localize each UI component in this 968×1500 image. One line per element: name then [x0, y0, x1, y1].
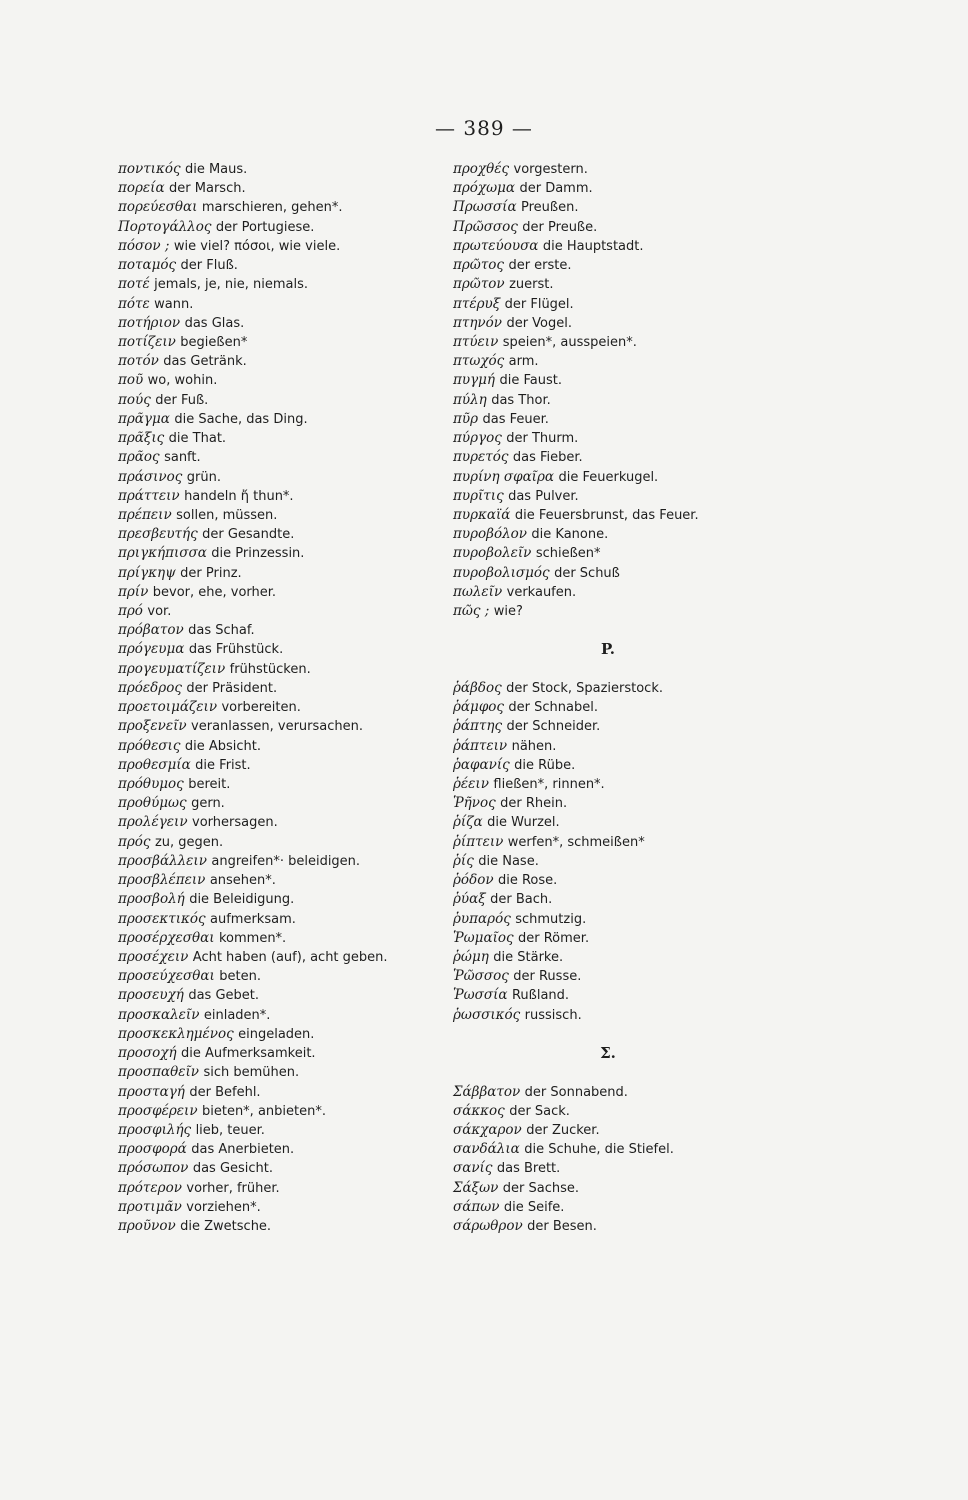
german-translation: das Thor. — [491, 392, 551, 408]
german-translation: vor. — [147, 604, 172, 620]
german-translation: der Marsch. — [169, 181, 246, 197]
dictionary-entry — [453, 583, 853, 602]
german-translation: wie? — [493, 604, 523, 620]
dictionary-entry — [453, 1140, 853, 1159]
german-translation: der Thurm. — [506, 431, 579, 447]
greek-term: ποῦ — [118, 372, 144, 389]
dictionary-entry — [453, 775, 853, 794]
german-translation: zu, gegen. — [154, 834, 224, 850]
german-translation: die Feuerkugel. — [558, 469, 659, 485]
german-translation: der Sachse. — [502, 1180, 580, 1196]
german-translation: verkaufen. — [506, 584, 577, 600]
german-translation: die Kanone. — [531, 527, 609, 543]
greek-term: πτωχός — [453, 353, 505, 370]
greek-term: ῥάπτης — [453, 718, 503, 735]
greek-term: προσφιλής — [118, 1121, 192, 1138]
greek-term: πρόβατον — [118, 622, 184, 639]
greek-term: Ῥωσσία — [453, 987, 508, 1004]
german-translation: vorgestern. — [513, 162, 588, 177]
dictionary-entry — [453, 1159, 853, 1178]
german-translation: ansehen*. — [209, 873, 276, 889]
dictionary-entry — [453, 833, 853, 852]
greek-term: πρίγκηψ — [118, 564, 176, 581]
dictionary-entry — [453, 967, 853, 986]
greek-term: σάκκος — [453, 1102, 505, 1119]
greek-term: πύργος — [453, 430, 502, 447]
german-translation: der Preuße. — [522, 219, 598, 235]
greek-term: προσοχή — [118, 1045, 177, 1062]
greek-term: ῥάβδος — [453, 679, 502, 696]
dictionary-entry — [453, 737, 853, 756]
german-translation: einladen*. — [203, 1007, 271, 1023]
dictionary-entry — [453, 794, 853, 813]
dictionary-entry — [453, 717, 853, 736]
german-translation: der Zucker. — [526, 1122, 600, 1138]
greek-term: προχθές — [453, 161, 510, 177]
right-column — [453, 160, 853, 1236]
greek-term: ῥαφανίς — [453, 756, 510, 773]
greek-term: Σάββατον — [453, 1083, 521, 1100]
german-translation: der Gesandte. — [202, 527, 295, 543]
german-translation: die Absicht. — [184, 738, 261, 754]
dictionary-entry — [453, 333, 853, 352]
greek-term: προσεύχεσθαι — [118, 968, 215, 985]
dictionary-entry — [453, 1006, 853, 1025]
greek-term: πρεσβευτής — [118, 526, 198, 543]
german-translation: die Rose. — [497, 873, 558, 889]
german-translation: angreifen*· beleidigen. — [211, 853, 361, 869]
german-translation: handeln ἤ thun*. — [184, 488, 294, 504]
section-spacer — [453, 1025, 853, 1044]
greek-term: ῥίς — [453, 852, 474, 869]
dictionary-entry — [453, 275, 853, 294]
greek-term: σάρωθρον — [453, 1218, 523, 1235]
greek-term: πύλη — [453, 391, 487, 408]
german-translation: die Zwetsche. — [180, 1219, 272, 1235]
german-translation: das Brett. — [496, 1161, 561, 1177]
greek-term: Πρῶσσος — [453, 218, 518, 235]
greek-term: Πρωσσία — [453, 199, 517, 216]
german-translation: begießen* — [180, 334, 248, 350]
german-translation: das Getränk. — [163, 354, 247, 370]
german-translation: die Beleidigung. — [189, 892, 295, 908]
german-translation: das Glas. — [184, 315, 245, 331]
greek-term: προθύμως — [118, 795, 187, 812]
greek-term: ποτίζειν — [118, 333, 176, 350]
dictionary-entry — [453, 910, 853, 929]
dictionary-entry — [453, 948, 853, 967]
greek-term: Ῥῶσσος — [453, 968, 509, 985]
german-translation: sanft. — [164, 450, 201, 466]
german-translation: das Anerbieten. — [191, 1142, 295, 1158]
greek-term: προσβάλλειν — [118, 852, 207, 869]
greek-term: πρό — [118, 603, 143, 620]
greek-term: πρόθυμος — [118, 776, 184, 792]
greek-term: πρᾶος — [118, 449, 160, 466]
greek-term: σάπων — [453, 1198, 500, 1215]
greek-term: πούς — [118, 391, 151, 408]
greek-term: ῥύαξ — [453, 891, 486, 908]
dictionary-entry — [453, 429, 853, 448]
german-translation: die Hauptstadt. — [542, 238, 644, 254]
greek-term: πυρίνη σφαῖρα — [453, 468, 555, 485]
greek-term: προσφέρειν — [118, 1102, 198, 1119]
greek-term: προσκαλεῖν — [118, 1006, 200, 1023]
greek-term: ποτέ — [118, 276, 150, 293]
dictionary-entry — [453, 371, 853, 390]
german-translation: arm. — [508, 354, 539, 370]
dictionary-entry — [453, 468, 853, 487]
greek-term: πῦρ — [453, 410, 479, 427]
greek-term: πρῶτος — [453, 257, 504, 274]
german-translation: die Rübe. — [514, 757, 576, 773]
greek-term: πριγκήπισσα — [118, 545, 207, 562]
greek-term: προγευματίζειν — [118, 660, 226, 677]
dictionary-entry — [453, 890, 853, 909]
german-translation: eingeladen. — [238, 1026, 315, 1042]
greek-term: πρόγευμα — [118, 641, 185, 658]
dictionary-entry — [453, 256, 853, 275]
greek-term: προσεκτικός — [118, 910, 206, 927]
greek-term: ῥίζα — [453, 814, 483, 831]
german-translation: der Damm. — [519, 181, 593, 197]
german-translation: Preußen. — [521, 200, 579, 216]
german-translation: Acht haben (auf), acht geben. — [192, 949, 388, 965]
greek-term: πωλεῖν — [453, 583, 503, 600]
german-translation: vorbereiten. — [221, 700, 301, 716]
greek-term: πότε — [118, 295, 150, 312]
greek-term: πυρετός — [453, 449, 509, 466]
dictionary-entry — [453, 525, 853, 544]
greek-term: ποταμός — [118, 257, 177, 274]
greek-term: πρόχωμα — [453, 180, 516, 197]
german-translation: bieten*, anbieten*. — [201, 1103, 326, 1119]
german-translation: wo, wohin. — [147, 373, 218, 389]
german-translation: die Stärke. — [493, 949, 564, 965]
german-translation: der Stock, Spazierstock. — [506, 680, 663, 696]
greek-term: Ῥωμαῖος — [453, 929, 514, 946]
german-translation: der Prinz. — [180, 565, 242, 581]
german-translation: das Schaf. — [188, 623, 255, 639]
dictionary-entry — [453, 871, 853, 890]
greek-term: σάκχαρον — [453, 1121, 522, 1138]
german-translation: die Sache, das Ding. — [174, 411, 308, 427]
greek-term: ῥάμφος — [453, 699, 504, 716]
greek-term: Πορτογάλλος — [118, 218, 212, 235]
dictionary-entry — [453, 1121, 853, 1140]
dictionary-entry — [453, 352, 853, 371]
german-translation: die Schuhe, die Stiefel. — [524, 1142, 674, 1158]
dictionary-entry — [453, 564, 853, 583]
greek-term: προθεσμία — [118, 756, 191, 773]
dictionary-entry — [453, 544, 853, 563]
greek-term: πρέπειν — [118, 506, 172, 523]
german-translation: das Fieber. — [512, 450, 583, 466]
greek-term: ῥίπτειν — [453, 833, 504, 850]
greek-term: σανίς — [453, 1160, 493, 1177]
german-translation: gern. — [191, 796, 225, 812]
dictionary-entry — [453, 986, 853, 1005]
german-translation: vorhersagen. — [192, 815, 278, 831]
german-translation: der Schneider. — [506, 719, 601, 735]
german-translation: sich bemühen. — [203, 1065, 300, 1081]
german-translation: vorher, früher. — [186, 1180, 280, 1196]
section-spacer — [453, 621, 853, 640]
german-translation: aufmerksam. — [210, 911, 296, 927]
german-translation: lieb, teuer. — [195, 1122, 265, 1138]
german-translation: die Seife. — [503, 1199, 565, 1215]
german-translation: das Gesicht. — [192, 1161, 274, 1177]
german-translation: die That. — [168, 431, 227, 447]
german-translation: Rußland. — [511, 988, 570, 1004]
greek-term: πρόεδρος — [118, 679, 182, 696]
greek-term: πρίν — [118, 583, 149, 600]
german-translation: der Rhein. — [500, 796, 568, 812]
section-spacer — [453, 660, 853, 679]
greek-term: πυροβολεῖν — [453, 545, 532, 562]
german-translation: die Wurzel. — [487, 815, 560, 831]
german-translation: die Frist. — [195, 757, 251, 773]
greek-term: πυρῖτις — [453, 487, 504, 504]
german-translation: russisch. — [524, 1007, 582, 1023]
german-translation: der Bach. — [490, 892, 553, 908]
dictionary-entry — [453, 756, 853, 775]
page-number: — 389 — — [435, 116, 533, 140]
dictionary-entry — [453, 410, 853, 429]
greek-term: ποτόν — [118, 353, 159, 370]
greek-term: προῦνον — [118, 1218, 176, 1235]
german-translation: das Feuer. — [482, 411, 549, 427]
greek-term: πράσινος — [118, 468, 183, 485]
dictionary-entry — [453, 929, 853, 948]
german-translation: veranlassen, verursachen. — [191, 719, 364, 735]
greek-term: ῥυπαρός — [453, 910, 511, 927]
greek-term: πτηνόν — [453, 314, 502, 331]
dictionary-entry — [453, 218, 853, 237]
section-spacer — [453, 1063, 853, 1082]
german-translation: der Sonnabend. — [524, 1084, 628, 1100]
german-translation: sollen, müssen. — [176, 507, 278, 523]
greek-term: πρόσωπον — [118, 1160, 189, 1177]
greek-term: πορεία — [118, 180, 165, 197]
dictionary-entry — [453, 852, 853, 871]
greek-term: προσταγή — [118, 1083, 185, 1100]
greek-term: προλέγειν — [118, 814, 188, 831]
german-translation: die Maus. — [184, 162, 248, 177]
dictionary-entry — [453, 198, 853, 217]
german-translation: der erste. — [508, 258, 572, 274]
greek-term: πυροβολισμός — [453, 564, 550, 581]
dictionary-entry — [453, 602, 853, 621]
dictionary-entry — [453, 487, 853, 506]
section-heading: P. — [600, 640, 616, 659]
greek-term: Σάξων — [453, 1179, 499, 1196]
greek-term: πρόθεσις — [118, 737, 181, 754]
german-translation: der Flügel. — [504, 296, 574, 312]
section-heading: Σ. — [600, 1044, 616, 1063]
german-translation: der Russe. — [513, 969, 582, 985]
greek-term: πτέρυξ — [453, 295, 501, 312]
german-translation: nähen. — [511, 738, 557, 754]
greek-term: προσέχειν — [118, 948, 189, 965]
dictionary-entry — [453, 160, 853, 179]
german-translation: das Frühstück. — [188, 642, 284, 658]
german-translation: bereit. — [188, 777, 231, 792]
german-translation: speien*, ausspeien*. — [502, 334, 637, 350]
german-translation: zuerst. — [509, 277, 554, 293]
german-translation: marschieren, gehen*. — [201, 200, 343, 216]
greek-term: ῥωσσικός — [453, 1006, 521, 1023]
german-translation: die Aufmerksamkeit. — [181, 1046, 316, 1062]
greek-term: προσπαθεῖν — [118, 1064, 200, 1081]
german-translation: der Fluß. — [180, 258, 238, 274]
greek-term: ποτήριον — [118, 314, 181, 331]
greek-term: ποντικός — [118, 161, 181, 177]
german-translation: schmutzig. — [515, 911, 587, 927]
dictionary-entry — [453, 295, 853, 314]
greek-term: προσβλέπειν — [118, 872, 206, 889]
german-translation: der Schnabel. — [508, 700, 598, 716]
german-translation: bevor, ehe, vorher. — [152, 584, 277, 600]
greek-term: ῥέειν — [453, 776, 489, 792]
german-translation: frühstücken. — [229, 661, 311, 677]
german-translation: wie viel? πόσοι, wie viele. — [173, 238, 341, 254]
german-translation: die Faust. — [499, 373, 562, 389]
greek-term: προσκεκλημένος — [118, 1025, 234, 1042]
dictionary-entry — [453, 448, 853, 467]
greek-term: πρῶτον — [453, 276, 505, 293]
german-translation: das Gebet. — [188, 988, 260, 1004]
dictionary-entry — [453, 179, 853, 198]
greek-term: πρᾶξις — [118, 430, 165, 447]
greek-term: ῥόδον — [453, 872, 494, 889]
greek-term: προτιμᾶν — [118, 1198, 182, 1215]
greek-term: προετοιμάζειν — [118, 699, 218, 716]
greek-term: σανδάλια — [453, 1141, 520, 1158]
german-translation: jemals, je, nie, niemals. — [154, 277, 309, 293]
dictionary-entry — [453, 391, 853, 410]
greek-term: πῶς ; — [453, 603, 490, 620]
greek-term: πράττειν — [118, 487, 180, 504]
dictionary-entry — [453, 314, 853, 333]
dictionary-entry — [453, 1198, 853, 1217]
dictionary-entry — [453, 1083, 853, 1102]
greek-term: πυροβόλον — [453, 526, 527, 543]
dictionary-entry — [453, 1102, 853, 1121]
dictionary-entry — [453, 679, 853, 698]
greek-term: πυρκαϊά — [453, 506, 511, 523]
german-translation: die Nase. — [478, 853, 539, 869]
german-translation: vorziehen*. — [186, 1199, 261, 1215]
german-translation: der Befehl. — [189, 1084, 261, 1100]
german-translation: der Schuß — [554, 565, 620, 581]
greek-term: προσβολή — [118, 891, 185, 908]
dictionary-entry — [453, 506, 853, 525]
greek-term: πρᾶγμα — [118, 410, 170, 427]
dictionary-entry — [453, 698, 853, 717]
greek-term: προσευχή — [118, 987, 184, 1004]
dictionary-entry — [453, 1217, 853, 1236]
greek-term: πυγμή — [453, 372, 496, 389]
greek-term: πόσον ; — [118, 237, 170, 254]
greek-term: πρωτεύουσα — [453, 237, 539, 254]
greek-term: ῥάπτειν — [453, 737, 508, 754]
greek-term: πρότερον — [118, 1179, 182, 1196]
german-translation: kommen*. — [218, 930, 287, 946]
german-translation: wann. — [154, 296, 194, 312]
german-translation: beten. — [219, 969, 261, 985]
dictionary-entry — [453, 1179, 853, 1198]
greek-term: πορεύεσθαι — [118, 199, 198, 216]
german-translation: die Feuersbrunst, das Feuer. — [514, 507, 699, 523]
greek-term: ῥώμη — [453, 948, 489, 965]
german-translation: fließen*, rinnen*. — [493, 777, 605, 792]
dictionary-entry — [453, 813, 853, 832]
german-translation: die Prinzessin. — [211, 546, 305, 562]
german-translation: der Römer. — [518, 930, 590, 946]
greek-term: Ῥῆνος — [453, 795, 496, 812]
greek-term: προσέρχεσθαι — [118, 929, 215, 946]
german-translation: der Sack. — [509, 1103, 570, 1119]
greek-term: προξενεῖν — [118, 718, 187, 735]
german-translation: der Portugiese. — [215, 219, 315, 235]
german-translation: der Vogel. — [506, 315, 572, 331]
greek-term: πτύειν — [453, 333, 499, 350]
german-translation: schießen* — [535, 546, 601, 562]
greek-term: προσφορά — [118, 1141, 187, 1158]
greek-term: πρός — [118, 833, 151, 850]
german-translation: grün. — [186, 469, 222, 485]
german-translation: der Präsident. — [186, 680, 278, 696]
german-translation: das Pulver. — [508, 488, 579, 504]
german-translation: werfen*, schmeißen* — [507, 834, 645, 850]
german-translation: der Besen. — [527, 1219, 597, 1235]
german-translation: der Fuß. — [155, 392, 209, 408]
dictionary-entry — [453, 237, 853, 256]
